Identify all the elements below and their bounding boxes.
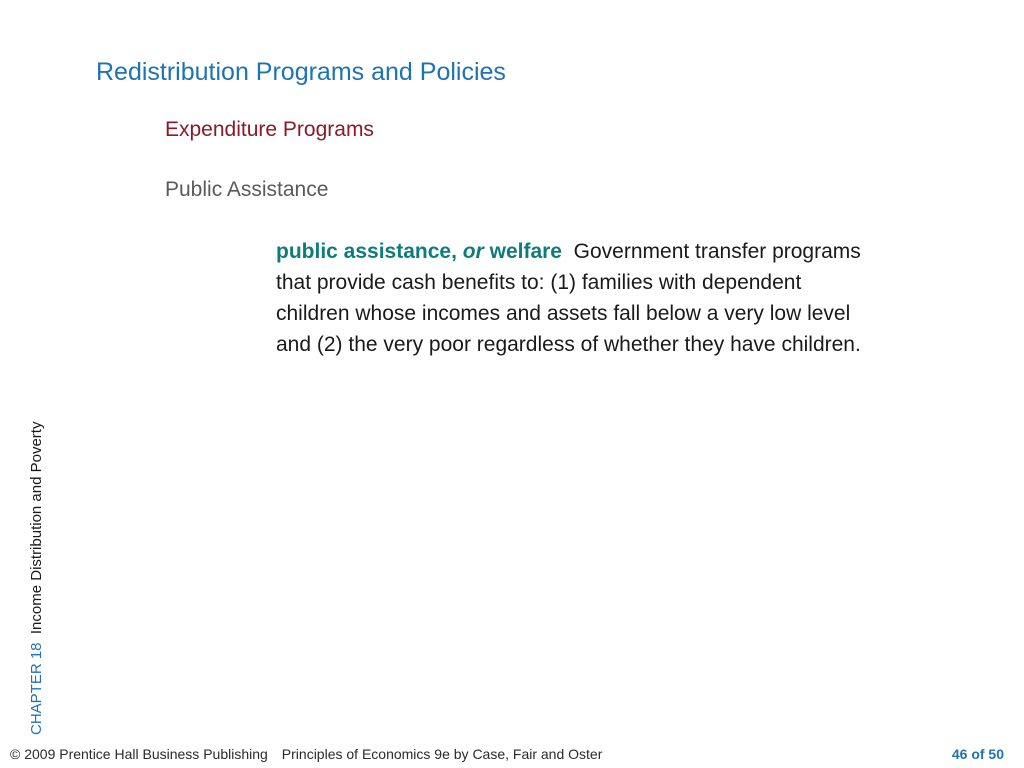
term-part-2: welfare (489, 240, 562, 263)
page-number: 46 of 50 (951, 746, 1004, 762)
section-heading: Expenditure Programs (165, 118, 374, 141)
chapter-sidebar (28, 422, 45, 735)
footer-copyright: © 2009 Prentice Hall Business Publishing (10, 746, 268, 762)
chapter-number: CHAPTER 18 (28, 642, 45, 735)
term-part-1: public assistance, (276, 240, 457, 263)
definition-term (276, 240, 562, 263)
subsection-heading: Public Assistance (165, 178, 329, 201)
term-or: or (462, 240, 484, 263)
definition-block (276, 236, 866, 360)
footer-book: Principles of Economics 9e by Case, Fair and Oster (281, 746, 603, 762)
definition-body: Government transfer programs that provide cash benefits to: (1) families with dependent children whose incomes and assets fall below a very low level and (2) the very poor regardless of whether they have children. (276, 240, 861, 356)
footer (10, 746, 602, 762)
chapter-title: Income Distribution and Poverty (28, 421, 45, 635)
slide-title: Redistribution Programs and Policies (96, 58, 506, 86)
